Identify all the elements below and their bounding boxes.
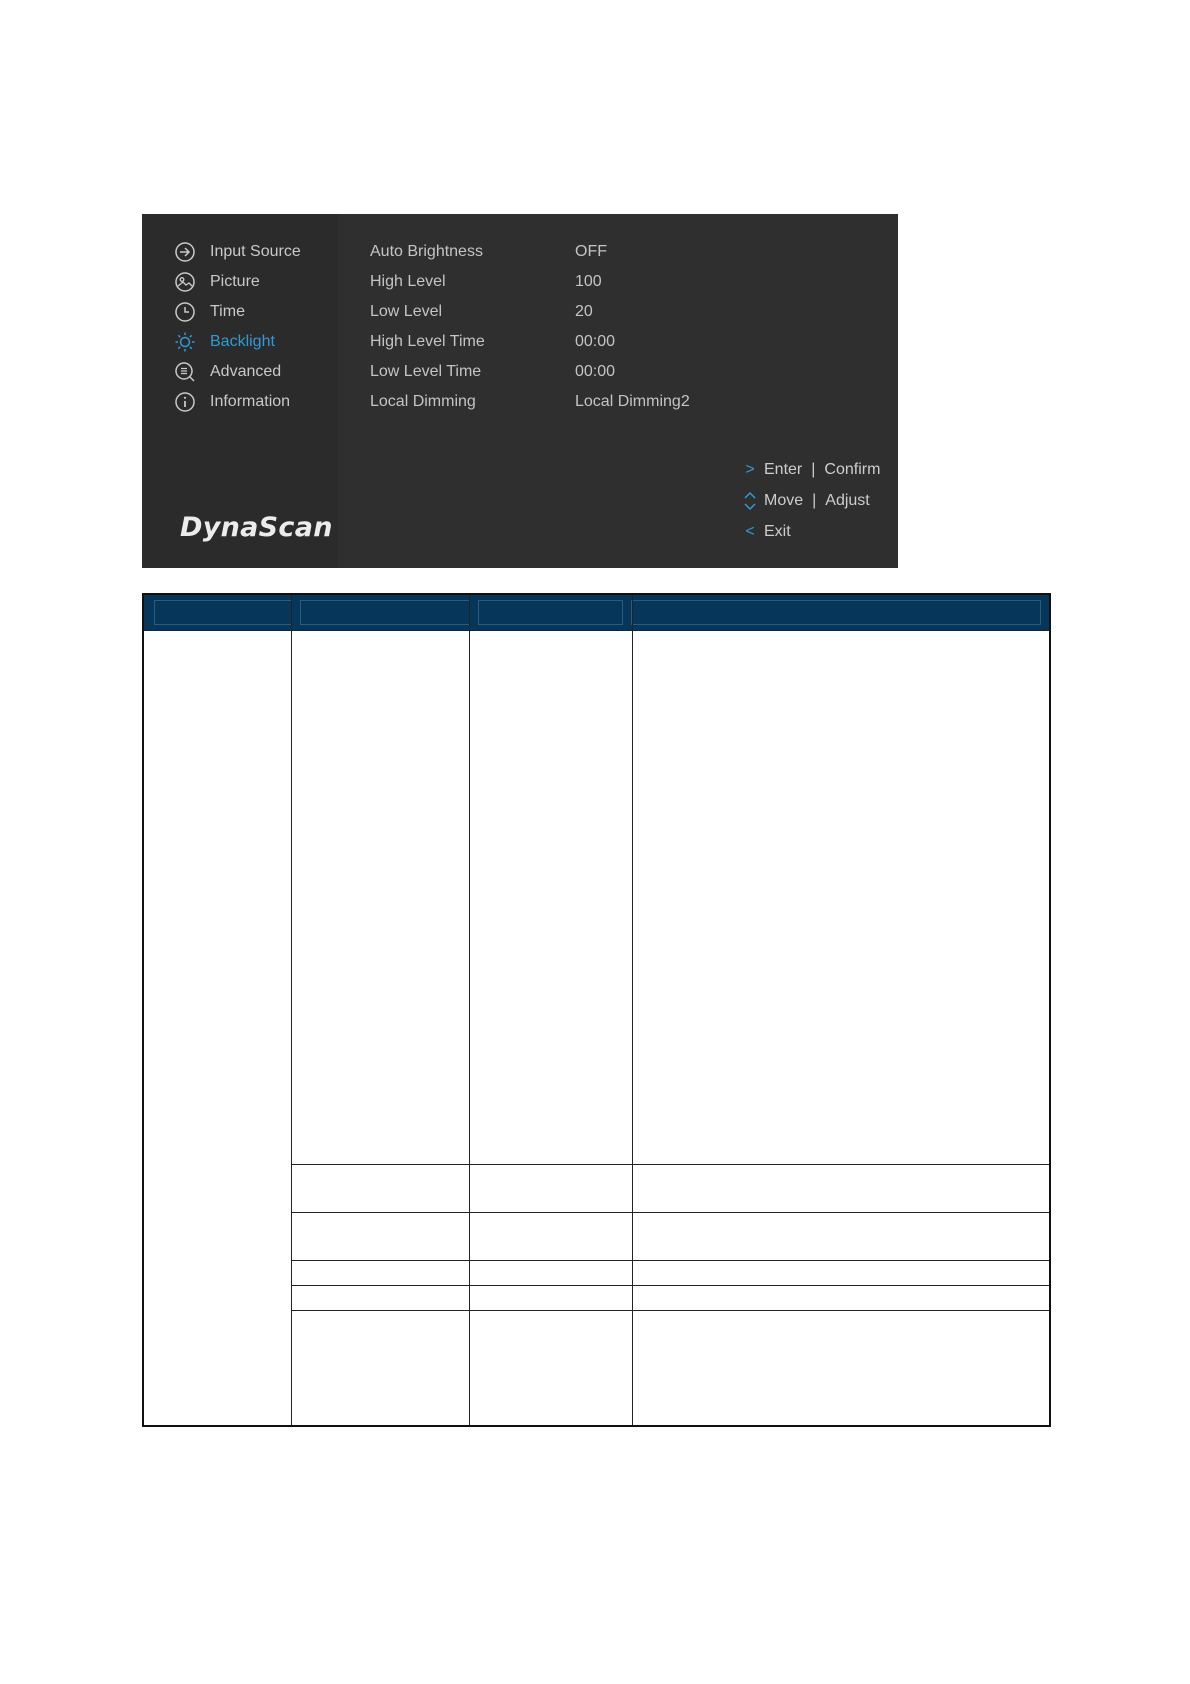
setting-name: Auto Brightness [370, 243, 483, 260]
chevron-right-icon: > [745, 461, 755, 478]
hint-exit-label: Exit [764, 523, 791, 540]
sidebar-item-advanced[interactable] [174, 358, 281, 386]
hint-exit [740, 519, 791, 545]
setting-name: High Level [370, 273, 446, 290]
row-divider [144, 630, 1049, 631]
setting-local-dimming[interactable] [370, 388, 870, 416]
setting-value: 100 [575, 273, 602, 290]
settings-table [142, 593, 1051, 1427]
hint-move-label: Move [764, 492, 804, 509]
setting-name: High Level Time [370, 333, 485, 350]
setting-name: Low Level Time [370, 363, 482, 380]
row-divider [291, 1310, 1049, 1311]
hint-adjust-label: Adjust [825, 492, 870, 509]
table-header [144, 595, 1049, 630]
sidebar-item-information[interactable] [174, 388, 290, 416]
setting-name: Low Level [370, 303, 443, 320]
sidebar-item-label: Advanced [210, 363, 282, 380]
header-cell [478, 600, 623, 625]
sidebar-item-label: Information [210, 393, 291, 410]
sidebar-item-label: Picture [210, 273, 260, 290]
info-icon [174, 391, 196, 413]
header-cell [631, 600, 1041, 625]
row-divider [291, 1285, 1049, 1286]
sidebar-item-label: Backlight [210, 333, 275, 350]
setting-value: 00:00 [575, 363, 616, 380]
sidebar-item-input-source[interactable] [174, 238, 301, 266]
hint-separator: | [812, 492, 817, 509]
hint-confirm-label: Confirm [824, 461, 881, 478]
setting-name: Local Dimming [370, 393, 476, 410]
setting-value: OFF [575, 243, 607, 260]
row-divider [291, 1260, 1049, 1261]
up-down-chevron-icon [740, 490, 760, 512]
advanced-icon [174, 361, 196, 383]
arrow-circle-icon [174, 241, 196, 263]
header-cell [300, 600, 470, 625]
hint-enter-label: Enter [764, 461, 803, 478]
setting-high-level[interactable] [370, 268, 870, 296]
dynascan-logo: DynaScan [180, 512, 333, 543]
setting-low-level[interactable] [370, 298, 870, 326]
sidebar-item-label: Input Source [210, 243, 301, 260]
row-divider [291, 1164, 1049, 1165]
setting-auto-brightness[interactable] [370, 238, 870, 266]
setting-value: 00:00 [575, 333, 616, 350]
row-divider [291, 1212, 1049, 1213]
setting-value: Local Dimming2 [575, 393, 690, 410]
header-cell [154, 600, 292, 625]
hint-move-adjust [740, 488, 870, 514]
sidebar-item-backlight[interactable] [174, 328, 275, 356]
hint-enter-confirm [740, 457, 880, 483]
setting-low-level-time[interactable] [370, 358, 870, 386]
column-divider [469, 595, 470, 1425]
hint-separator: | [811, 461, 816, 478]
column-divider [632, 595, 633, 1425]
setting-high-level-time[interactable] [370, 328, 870, 356]
osd-sidebar [142, 214, 338, 568]
sidebar-item-label: Time [210, 303, 245, 320]
clock-icon [174, 301, 196, 323]
picture-icon [174, 271, 196, 293]
chevron-left-icon: < [745, 523, 755, 540]
column-divider [291, 595, 292, 1425]
osd-menu [142, 214, 898, 568]
sun-icon [174, 331, 196, 353]
sidebar-item-time[interactable] [174, 298, 245, 326]
sidebar-item-picture[interactable] [174, 268, 260, 296]
setting-value: 20 [575, 303, 593, 320]
